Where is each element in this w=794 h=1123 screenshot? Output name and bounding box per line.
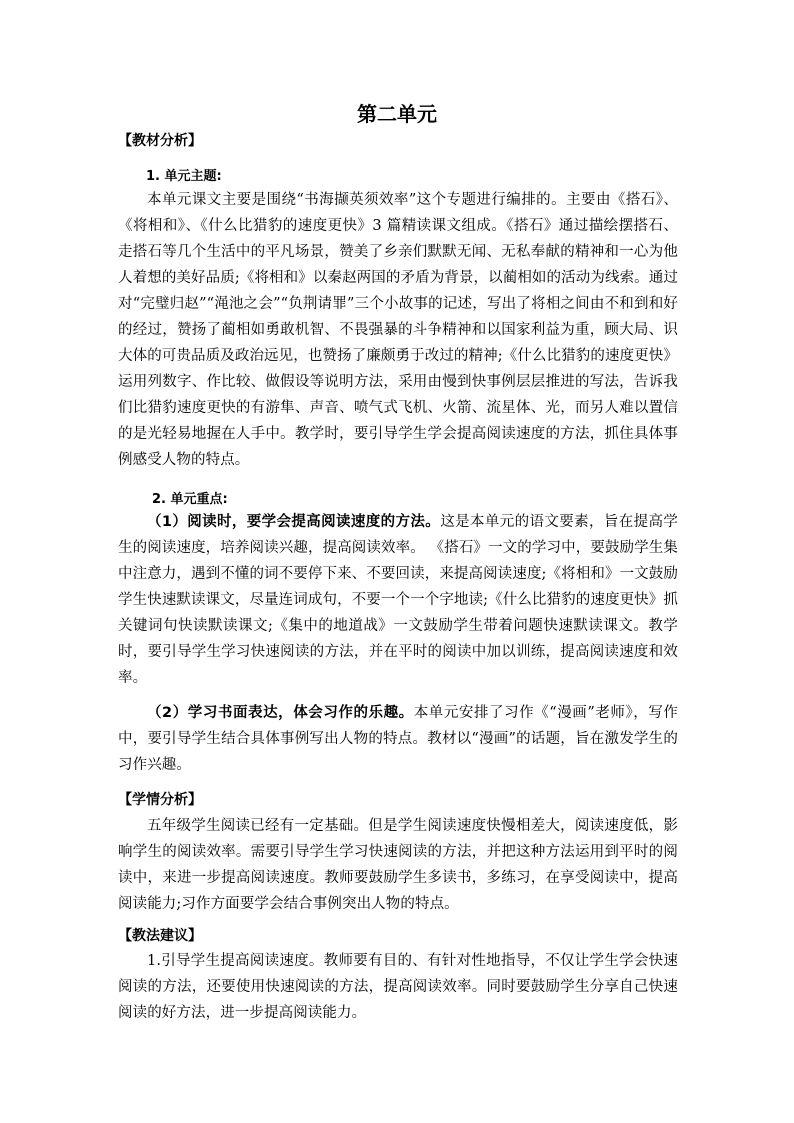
paragraph-reading-speed-text: 这是本单元的语文要素，旨在提高学生的阅读速度，培养阅读兴趣，提高阅读效率。 《搭石》一文的学习中，要鼓励学生集中注意力，遇到不懂的词不要停下来、不要回读，来提高阅读速度;《将相和》一文鼓励学生快速默读课文，尽量连词成句，不要一个一个字地读;《什么比猎豹的速度更快》抓关键词句快读默读课文;《集中的地道战》一文鼓励学生带着问题快速默读课文。教学时，要引导学生学习快速阅读的方法，并在平时的阅读中加以训练，提高阅读速度和效率。 [118, 514, 678, 686]
section-heading-student-analysis: 【学情分析】 [118, 792, 202, 808]
paragraph-teaching-suggestions: 1.引导学生提高阅读速度。教师要有目的、有针对性地指导，不仅让学生学会快速阅读的方法，还要使用快速阅读的方法，提高阅读效率。同时要鼓励学生分享自己快速阅读的好方法，进一步提高阅读能力。 [118, 953, 678, 1021]
paragraph-reading-speed [118, 509, 678, 691]
subheading-unit-theme: 1. 单元主题: [146, 169, 222, 184]
bold-lead-reading-speed: （1）阅读时，要学会提高阅读速度的方法。 [147, 514, 441, 530]
paragraph-student-analysis: 五年级学生阅读已经有一定基础。但是学生阅读速度快慢相差大，阅读速度低，影响学生的阅读效率。需要引导学生学习快速阅读的方法，并把这种方法运用到平时的阅读中，来进一步提高阅读速度。教师要鼓励学生多读书，多练习，在享受阅读中，提高阅读能力;习作方面要学会结合事例突出人物的特点。 [118, 818, 678, 912]
section-heading-textbook-analysis: 【教材分析】 [118, 133, 202, 149]
bold-lead-writing: （2）学习书面表达，体会习作的乐趣。 [147, 705, 414, 721]
paragraph-writing [118, 700, 678, 778]
paragraph-writing-text: 本单元安排了习作《“漫画”老师》，写作中，要引导学生结合具体事例写出人物的特点。教材以“漫画”的话题，旨在激发学生的习作兴趣。 [118, 705, 678, 773]
paragraph-unit-theme: 本单元课文主要是围绕“书海撷英须效率”这个专题进行编排的。主要由《搭石》、《将相和》、《什么比猎豹的速度更快》3 篇精读课文组成。《搭石》通过描绘摆搭石、走搭石等几个生活中的平凡场景，赞美了乡亲们默默无闻、无私奉献的精神和一心为他人着想的美好品质;《将相和》以秦赵两国的矛盾为背景，以蔺相如的活动为线索。通过对“完璧归赵”“渑池之会”“负荆请罪”三个小故事的记述，写出了将相之间由不和到和好的经过，赞扬了蔺相如勇敢机智、不畏强暴的斗争精神和以国家利益为重，顾大局、识大体的可贵品质及政治远见，也赞扬了廉颇勇于改过的精神;《什么比猎豹的速度更快》 运用列数字、作比较、做假设等说明方法，采用由慢到快事例层层推进的写法，告诉我们比猎豹速度更快的有游隼、声音、喷气式飞机、火箭、流星体、光，而另人难以置信的是光轻易地握在人手中。教学时，要引导学生学会提高阅读速度的方法，抓住具体事例感受人物的特点。 [118, 192, 678, 468]
page-title: 第二单元 [357, 102, 437, 126]
subheading-unit-focus: 2. 单元重点: [152, 492, 228, 507]
section-heading-teaching-suggestions: 【教法建议】 [118, 928, 202, 944]
